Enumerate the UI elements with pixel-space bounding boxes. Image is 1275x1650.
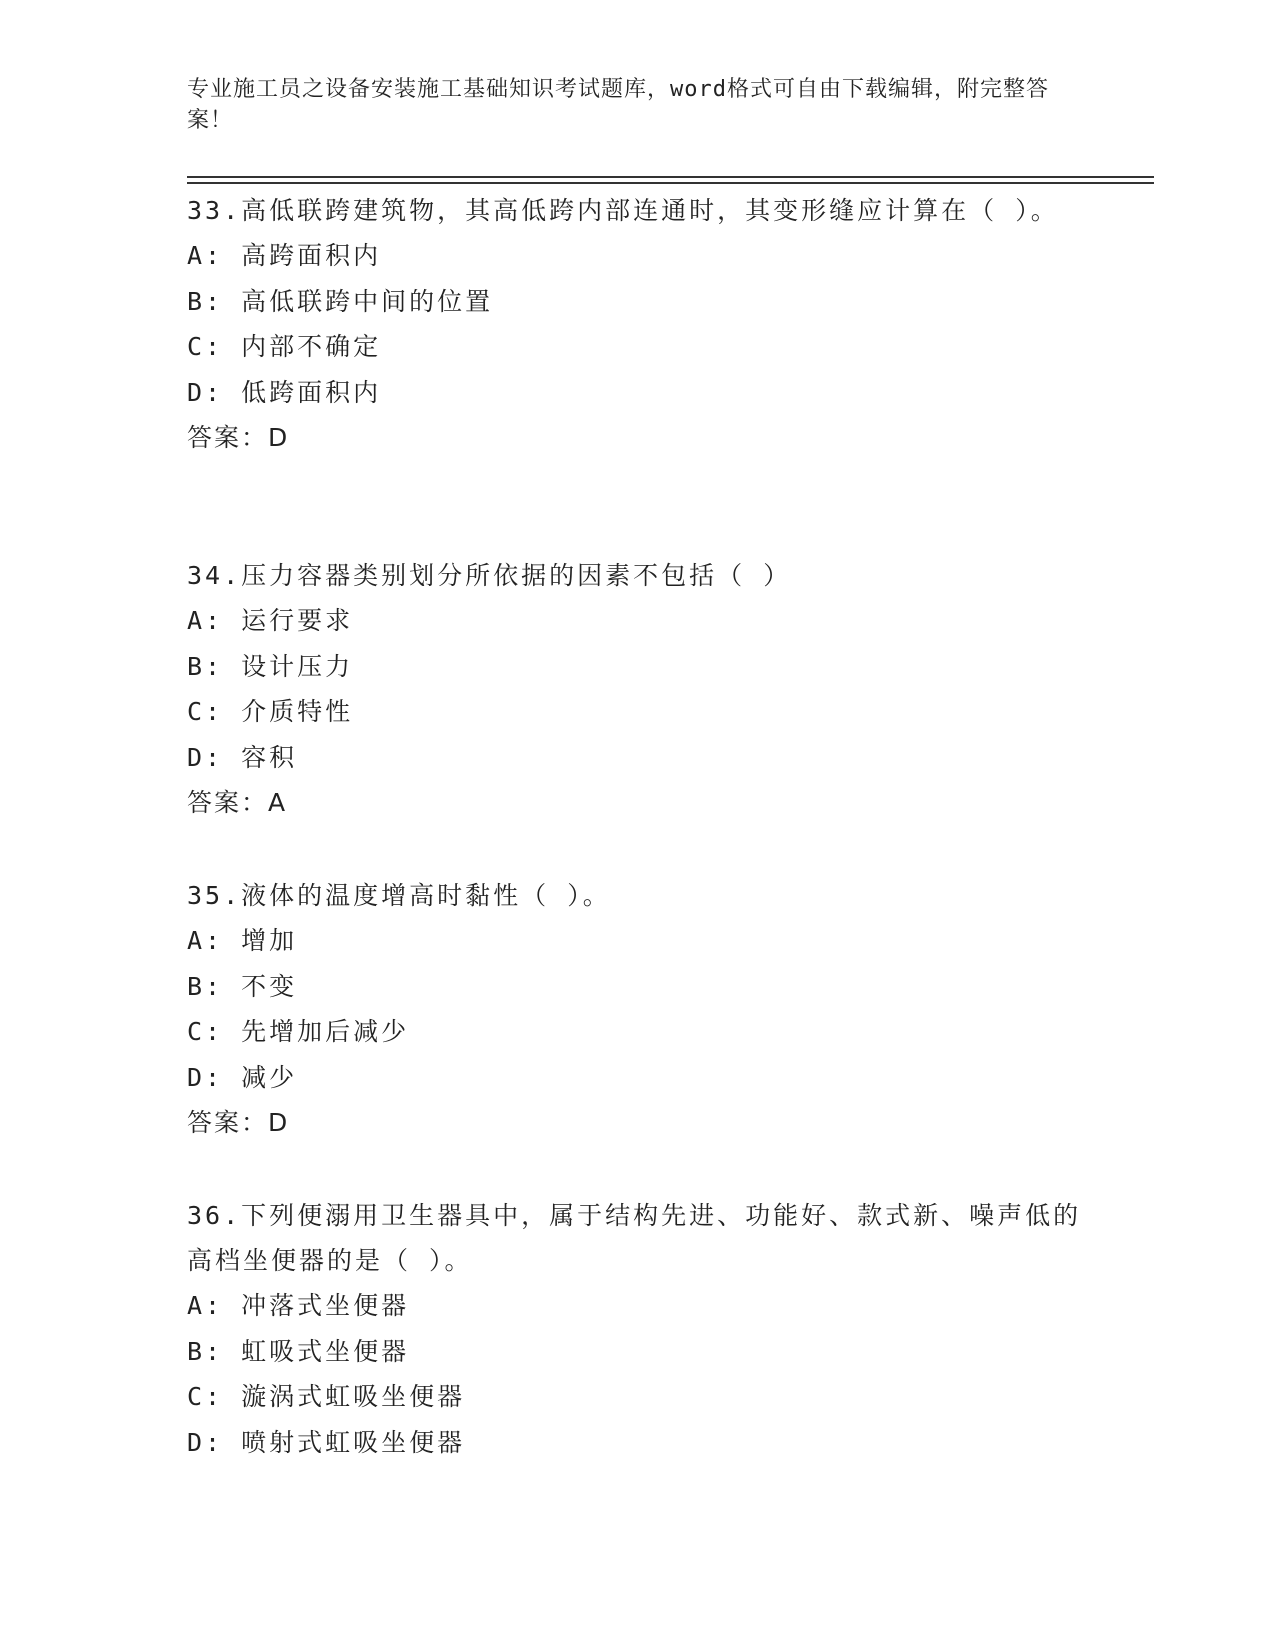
answer-line: 答案：D <box>187 423 290 453</box>
answer-line: 答案：D <box>187 1108 290 1138</box>
option-d: D: 减少 <box>187 1062 298 1092</box>
header-divider-top <box>187 176 1154 178</box>
answer-line: 答案：A <box>187 788 288 818</box>
question-33 <box>187 188 1087 460</box>
page-header: 专业施工员之设备安装施工基础知识考试题库，word格式可自由下载编辑，附完整答案！ <box>187 77 1049 133</box>
option-c: C: 内部不确定 <box>187 332 382 362</box>
question-stem: 33.高低联跨建筑物，其高低跨内部连通时，其变形缝应计算在（ ）。 <box>187 196 1059 225</box>
option-b: B: 设计压力 <box>187 651 354 681</box>
header-divider-bottom <box>187 182 1154 184</box>
question-stem: 34.压力容器类别划分所依据的因素不包括（ ） <box>187 561 792 590</box>
option-c: C: 先增加后减少 <box>187 1017 410 1047</box>
option-b: B: 不变 <box>187 971 298 1001</box>
option-a: A: 冲落式坐便器 <box>187 1291 410 1320</box>
option-c: C: 介质特性 <box>187 697 354 727</box>
option-b: B: 虹吸式坐便器 <box>187 1336 410 1366</box>
option-d: D: 低跨面积内 <box>187 377 382 407</box>
option-a: A: 运行要求 <box>187 606 354 635</box>
option-d: D: 喷射式虹吸坐便器 <box>187 1427 466 1457</box>
option-a: A: 高跨面积内 <box>187 241 382 270</box>
question-36 <box>187 1193 1087 1465</box>
question-35 <box>187 873 1087 1145</box>
option-d: D: 容积 <box>187 742 298 772</box>
option-b: B: 高低联跨中间的位置 <box>187 286 494 316</box>
question-stem: 35.液体的温度增高时黏性（ ）。 <box>187 881 611 910</box>
question-stem: 36.下列便溺用卫生器具中，属于结构先进、功能好、款式新、噪声低的高档坐便器的是（ ）。 <box>187 1201 1082 1275</box>
option-c: C: 漩涡式虹吸坐便器 <box>187 1382 466 1412</box>
option-a: A: 增加 <box>187 926 298 955</box>
question-34 <box>187 553 1087 825</box>
